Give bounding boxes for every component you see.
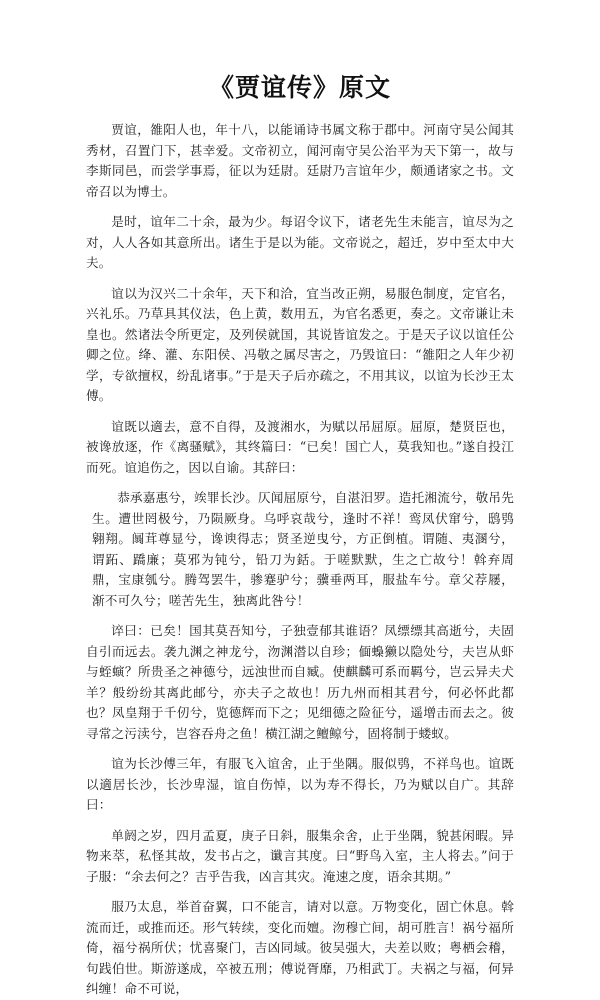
paragraph-3: 谊以为汉兴二十余年，天下和洽，宜当改正朔，易服色制度，定官名，兴礼乐。乃草具其仪法，色上黄，数用五，为官名悉更，奏之。文帝谦让未皇也。然诸法令所更定，及列侯就国，其说皆谊发之。于是天子议以谊任公卿之位。绛、灌、东阳侯、冯敬之属尽害之，乃毁谊曰：“雒阳之人年少初学，专欲擅权，纷乱诸事。”于是天子后亦疏之，不用其议，以谊为长沙王太傅。 [86, 285, 514, 403]
paragraph-2: 是时，谊年二十余，最为少。每诏令议下，诸老先生未能言，谊尽为之对，人人各如其意所出。诸生于是以为能。文帝说之，超迁，岁中至太中大夫。 [86, 214, 514, 270]
paragraph-1: 贾谊，雒阳人也，年十八，以能诵诗书属文称于郡中。河南守吴公闻其秀材，召置门下，甚幸爱。文帝初立，闻河南守吴公治平为天下第一，故与李斯同邑，而尝学事焉，征以为廷尉。廷尉乃言谊年少，颇通诸家之书。文帝召以为博士。 [86, 122, 514, 199]
page-title: 《贾谊传》原文 [208, 73, 391, 102]
paragraph-5-fu-text: 恭承嘉惠兮，竢罪长沙。仄闻屈原兮，自湛汨罗。造托湘流兮，敬吊先生。遭世罔极兮，乃陨厥身。乌呼哀哉兮，逢时不祥！鸾凤伏窜兮，鸱鸮翱翔。阘茸尊显兮，谗谀得志；贤圣逆曳兮，方正倒植。谓随、夷溷兮，谓跖、蹻廉；莫邪为钝兮，铅刀为銛。于嗟默默，生之亡故兮！斡弃周鼎，宝康瓠兮。腾驾罢牛，骖蹇驴兮；骥垂两耳，服盐车兮。章父荐屦，渐不可久兮；嗟苦先生，独离此咎兮！ [92, 490, 514, 608]
paragraph-6-coda: 谇曰：已矣！国其莫吾知兮，子独壹郁其谁语？凤缥缥其高逝兮，夫固自引而远去。袭九渊之神龙兮，沕渊潜以自珍；偭蟂獭以隐处兮，夫岂从虾与蛭螾？所贵圣之神德兮，远浊世而自臧。使麒麟可系而羁兮，岂云异夫犬羊？般纷纷其离此邮兮，亦夫子之故也！历九州而相其君兮，何必怀此都也？凤皇翔于千仞兮，览德辉而下之；见细德之险征兮，遥增击而去之。彼寻常之污渎兮，岂容吞舟之鱼！横江湖之鳣鲸兮，固将制于蝼蚁。 [86, 623, 514, 741]
paragraph-4: 谊既以適去，意不自得，及渡湘水，为赋以吊屈原。屈原，楚贤臣也，被谗放逐，作《离骚赋》，其终篇曰：“已矣！国亡人，莫我知也。”遂自投江而死。谊追伤之，因以自谕。其辞曰： [86, 418, 514, 475]
paragraph-9: 服乃太息，举首奋翼，口不能言，请对以意。万物变化，固亡休息。斡流而迁，或推而还。形气转续，变化而嬗。沕穆亡间，胡可胜言！祸兮福所倚，福兮祸所伏；忧喜聚门，吉凶同域。彼吴强大，夫差以败；粤栖会稽，句践伯世。斯游遂成，卒被五刑；傅说胥靡，乃相武丁。夫祸之与福，何异纠缠！命不可说， [86, 899, 514, 996]
paragraph-8: 单阏之岁，四月孟夏，庚子日斜，服集余舍，止于坐隅，貌甚闲暇。异物来萃，私怪其故，发书占之，谶言其度。曰“野鸟入室，主人将去。”问于子服：“余去何之？吉乎告我，凶言其灾。淹速之度，语余其期。” [86, 827, 514, 884]
paragraph-7: 谊为长沙傅三年，有服飞入谊舍，止于坐隅。服似鸮，不祥鸟也。谊既以適居长沙，长沙卑湿，谊自伤悼，以为寿不得长，乃为赋以自广。其辞曰： [86, 756, 514, 812]
